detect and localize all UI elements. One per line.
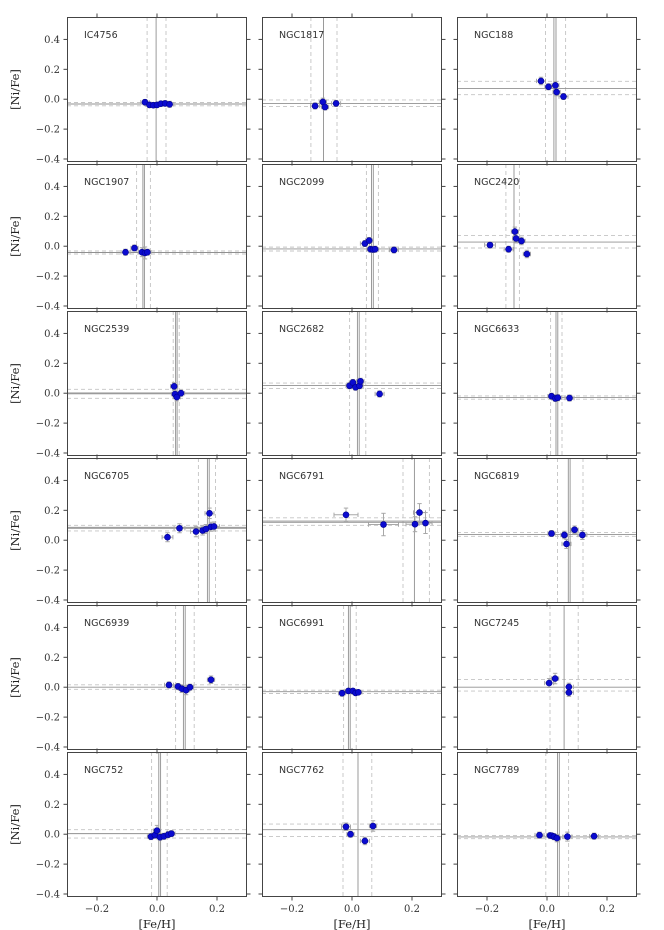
data-point — [168, 831, 174, 837]
y-tick-label: 0.4 — [44, 328, 60, 340]
y-tick-label: −0.4 — [35, 742, 60, 754]
panel-IC4756 — [8, 17, 247, 166]
panel-title: NGC6939 — [84, 618, 130, 629]
x-tick-label: −0.2 — [84, 904, 110, 915]
panel-title: NGC6633 — [474, 324, 520, 335]
data-point — [132, 245, 138, 251]
y-tick-label: 0.0 — [44, 388, 60, 400]
panel-NGC2682 — [262, 311, 442, 456]
data-point — [208, 677, 214, 683]
y-tick-label: 0.0 — [44, 94, 60, 106]
x-tick-label: 0.2 — [209, 904, 225, 915]
data-point — [178, 390, 184, 396]
y-axis-label: [Ni/Fe] — [8, 657, 22, 698]
plot-area-NGC1817 — [262, 17, 442, 162]
data-point — [579, 532, 585, 538]
panel-NGC7762 — [262, 752, 442, 930]
data-point — [546, 680, 552, 686]
x-tick-label: −0.2 — [279, 904, 305, 915]
plot-area-NGC7789 — [457, 752, 637, 930]
data-point — [552, 676, 558, 682]
data-point — [193, 529, 199, 535]
y-tick-label: 0.4 — [44, 475, 60, 487]
y-tick-label: 0.4 — [44, 622, 60, 634]
data-point — [549, 530, 555, 536]
plot-area-NGC6791 — [262, 458, 442, 603]
data-point — [343, 512, 349, 518]
y-tick-label: 0.0 — [44, 535, 60, 547]
panel-title: IC4756 — [84, 30, 118, 41]
x-axis-label: [Fe/H] — [528, 917, 566, 930]
panel-title: NGC7245 — [474, 618, 520, 629]
data-point — [123, 249, 129, 255]
panel-title: NGC1817 — [279, 30, 325, 41]
data-point — [537, 832, 543, 838]
data-point — [171, 383, 177, 389]
plot-area-NGC7245 — [457, 605, 637, 750]
plot-area-NGC2682 — [262, 311, 442, 456]
plot-area-NGC6991 — [262, 605, 442, 750]
data-point — [487, 242, 493, 248]
data-point — [154, 828, 160, 834]
panel-title: NGC7789 — [474, 765, 520, 776]
data-point — [381, 522, 387, 528]
data-point — [554, 835, 560, 841]
data-point — [566, 684, 572, 690]
y-tick-label: −0.2 — [35, 124, 60, 136]
panel-NGC1817 — [262, 17, 442, 162]
panel-NGC2539 — [8, 311, 247, 460]
y-axis-label: [Ni/Fe] — [8, 510, 22, 551]
data-point — [144, 249, 150, 255]
y-tick-label: 0.0 — [44, 241, 60, 253]
data-point — [423, 520, 429, 526]
panel-title: NGC188 — [474, 30, 514, 41]
data-point — [207, 510, 213, 516]
y-tick-label: −0.4 — [35, 889, 60, 901]
data-point — [165, 534, 171, 540]
y-tick-label: 0.2 — [44, 358, 60, 370]
panel-NGC2420 — [457, 164, 637, 309]
x-tick-label: 0.0 — [344, 904, 360, 915]
plot-area-NGC7762 — [262, 752, 442, 930]
panel-title: NGC6705 — [84, 471, 130, 482]
y-axis-label: [Ni/Fe] — [8, 69, 22, 110]
data-point — [412, 521, 418, 527]
data-point — [370, 823, 376, 829]
y-tick-label: −0.4 — [35, 448, 60, 460]
data-point — [377, 391, 383, 397]
y-tick-label: 0.2 — [44, 64, 60, 76]
data-point — [348, 831, 354, 837]
y-axis-label: [Ni/Fe] — [8, 216, 22, 257]
panel-title: NGC6819 — [474, 471, 520, 482]
panel-title: NGC6991 — [279, 618, 325, 629]
plot-area-NGC2539 — [8, 311, 247, 460]
data-point — [561, 94, 567, 100]
data-point — [564, 834, 570, 840]
y-tick-label: 0.0 — [44, 829, 60, 841]
data-point — [513, 235, 519, 241]
y-tick-label: −0.2 — [35, 712, 60, 724]
panel-title: NGC752 — [84, 765, 124, 776]
data-point — [546, 84, 552, 90]
data-point — [211, 523, 217, 529]
data-point — [177, 525, 183, 531]
y-tick-label: 0.0 — [44, 682, 60, 694]
panel-NGC6791 — [262, 458, 442, 603]
plot-area-NGC1907 — [8, 164, 247, 313]
data-point — [333, 100, 339, 106]
data-point — [552, 82, 558, 88]
y-tick-label: 0.2 — [44, 211, 60, 223]
panel-NGC752 — [8, 752, 247, 930]
panel-NGC6939 — [8, 605, 247, 754]
data-point — [538, 78, 544, 84]
data-point — [166, 682, 172, 688]
data-point — [591, 833, 597, 839]
data-point — [167, 101, 173, 107]
data-point — [417, 510, 423, 516]
plot-area-NGC188 — [457, 17, 637, 162]
data-point — [355, 689, 361, 695]
y-tick-label: 0.2 — [44, 505, 60, 517]
data-point — [564, 541, 570, 547]
data-point — [187, 684, 193, 690]
panel-NGC6819 — [457, 458, 637, 603]
data-point — [524, 251, 530, 257]
data-point — [567, 395, 573, 401]
y-tick-label: 0.2 — [44, 652, 60, 664]
x-tick-label: 0.0 — [149, 904, 165, 915]
plot-area-NGC6819 — [457, 458, 637, 603]
x-axis-label: [Fe/H] — [333, 917, 371, 930]
panel-title: NGC2420 — [474, 177, 520, 188]
panel-NGC1907 — [8, 164, 247, 313]
data-point — [343, 824, 349, 830]
panel-NGC6705 — [8, 458, 247, 607]
data-point — [372, 246, 378, 252]
data-point — [561, 532, 567, 538]
y-tick-label: −0.2 — [35, 271, 60, 283]
plot-area-NGC6633 — [457, 311, 637, 456]
data-point — [312, 103, 318, 109]
data-point — [512, 229, 518, 235]
data-point — [554, 89, 560, 95]
panel-NGC6991 — [262, 605, 442, 750]
panel-NGC7245 — [457, 605, 637, 750]
y-tick-label: −0.4 — [35, 595, 60, 607]
panel-NGC188 — [457, 17, 637, 162]
panel-title: NGC2682 — [279, 324, 325, 335]
data-point — [566, 690, 572, 696]
y-tick-label: −0.4 — [35, 154, 60, 166]
plot-area-NGC6705 — [8, 458, 247, 607]
data-point — [572, 527, 578, 533]
y-tick-label: −0.4 — [35, 301, 60, 313]
panel-NGC6633 — [457, 311, 637, 456]
panel-title: NGC7762 — [279, 765, 325, 776]
x-tick-label: −0.2 — [474, 904, 500, 915]
panel-NGC7789 — [457, 752, 637, 930]
panel-title: NGC6791 — [279, 471, 325, 482]
x-axis-label: [Fe/H] — [138, 917, 176, 930]
y-tick-label: 0.4 — [44, 181, 60, 193]
y-tick-label: 0.4 — [44, 34, 60, 46]
panel-title: NGC2539 — [84, 324, 130, 335]
y-axis-label: [Ni/Fe] — [8, 363, 22, 404]
data-point — [357, 378, 363, 384]
x-tick-label: 0.2 — [599, 904, 615, 915]
x-tick-label: 0.2 — [404, 904, 420, 915]
plot-area-NGC2099 — [262, 164, 442, 309]
data-point — [391, 247, 397, 253]
data-point — [322, 104, 328, 110]
data-point — [555, 395, 561, 401]
y-tick-label: 0.4 — [44, 769, 60, 781]
x-tick-label: 0.0 — [539, 904, 555, 915]
panel-grid — [8, 17, 637, 930]
y-tick-label: −0.2 — [35, 418, 60, 430]
plot-area-IC4756 — [8, 17, 247, 166]
y-axis-label: [Ni/Fe] — [8, 804, 22, 845]
plot-area-NGC752 — [8, 752, 247, 930]
data-point — [366, 238, 372, 244]
plot-area-NGC6939 — [8, 605, 247, 754]
panel-title: NGC2099 — [279, 177, 325, 188]
panel-title: NGC1907 — [84, 177, 130, 188]
data-point — [339, 690, 345, 696]
panel-NGC2099 — [262, 164, 442, 309]
y-tick-label: −0.2 — [35, 565, 60, 577]
plot-area-NGC2420 — [457, 164, 637, 309]
y-tick-label: −0.2 — [35, 859, 60, 871]
y-tick-label: 0.2 — [44, 799, 60, 811]
data-point — [362, 838, 368, 844]
data-point — [506, 246, 512, 252]
data-point — [519, 238, 525, 244]
